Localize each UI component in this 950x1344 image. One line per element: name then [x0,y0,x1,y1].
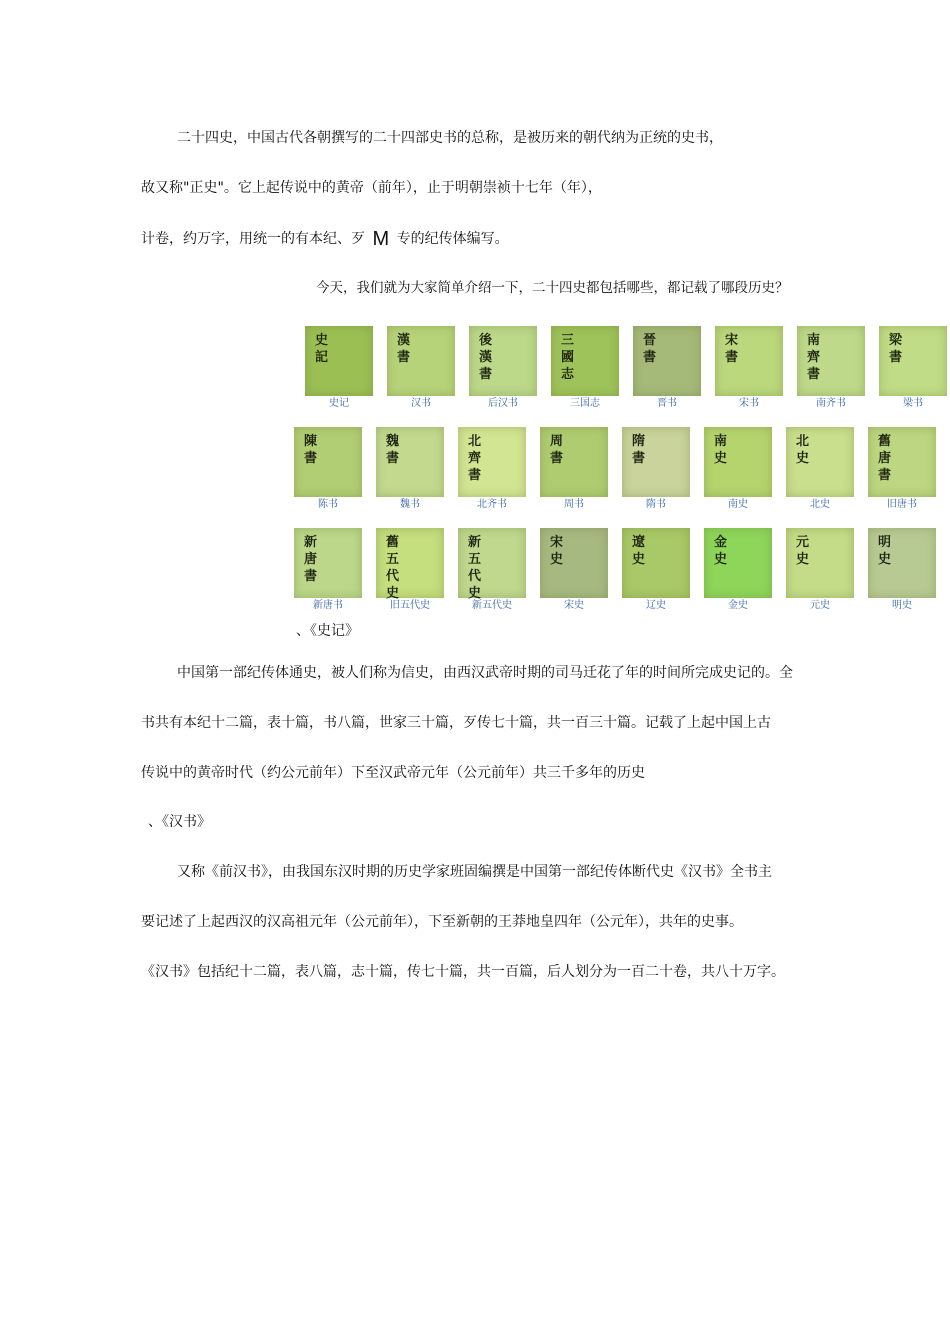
book-cover-image [540,427,608,497]
book-cover-label: 北齐书 [477,499,507,510]
book-cover-item [294,528,366,616]
book-cover-calligraphy: 晉書 [643,333,657,365]
book-cover-label: 宋史 [564,600,584,611]
book-cover-calligraphy: 魏書 [386,434,400,466]
book-cover-item [704,528,776,616]
book-cover-calligraphy: 梁書 [889,333,903,365]
book-cover-image [786,427,854,497]
book-cover-item [797,326,869,414]
book-cover-item [868,427,940,515]
book-cover-item [786,427,858,515]
shiji-line-2: 书共有本纪十二篇，表十篇，书八篇，世家三十篇，歹传七十篇，共一百三十篇。记载了上起中国上古 [141,715,771,731]
book-cover-item [387,326,459,414]
book-cover-image [376,528,444,601]
book-cover-image [458,528,526,601]
intro-line-3-start: 计卷，约万字，用统一的有本纪、歹 [141,231,365,247]
book-cover-calligraphy: 舊唐書 [878,434,892,483]
book-cover-item [704,427,776,515]
book-cover-item [469,326,541,414]
book-cover-item [305,326,377,414]
book-cover-grid [294,326,944,616]
book-cover-image [622,427,690,497]
book-cover-calligraphy: 北史 [796,434,810,466]
book-cover-item [868,528,940,616]
book-cover-image [458,427,526,497]
book-cover-calligraphy: 隋書 [632,434,646,466]
book-cover-image [305,326,373,396]
book-cover-image [786,528,854,598]
book-cover-label: 宋书 [739,398,759,409]
book-cover-label: 后汉书 [488,398,518,409]
book-cover-image [797,326,865,396]
book-cover-label: 陈书 [318,499,338,510]
book-cover-image [868,528,936,598]
hanshu-line-1: 又称《前汉书》，由我国东汉时期的历史学家班固编撰是中国第一部纪传体断代史《汉书》全书主 [177,864,772,880]
book-cover-label: 新五代史 [472,600,512,611]
intro-line-3-end: 专的纪传体编写。 [396,231,509,247]
book-cover-image [551,326,619,396]
book-cover-calligraphy: 漢書 [397,333,411,365]
book-cover-label: 汉书 [411,398,431,409]
book-cover-calligraphy: 新五代史 [468,535,482,601]
book-cover-image [633,326,701,396]
book-cover-image [540,528,608,598]
book-cover-label: 金史 [728,600,748,611]
book-cover-item [540,427,612,515]
book-cover-image [879,326,947,396]
book-cover-calligraphy: 史記 [315,333,329,365]
book-cover-label: 北史 [810,499,830,510]
book-cover-label: 隋书 [646,499,666,510]
book-cover-label: 三国志 [570,398,600,409]
book-cover-label: 元史 [810,600,830,611]
hanshu-line-3: 《汉书》包括纪十二篇，表八篇，志十篇，传七十篇，共一百篇，后人划分为一百二十卷，共八十万字。 [141,964,785,980]
book-cover-calligraphy: 遼史 [632,535,646,567]
book-cover-item [458,427,530,515]
book-cover-item [715,326,787,414]
book-cover-calligraphy: 南史 [714,434,728,466]
book-cover-calligraphy: 北齊書 [468,434,482,483]
book-cover-item [376,427,448,515]
book-cover-label: 旧唐书 [887,499,917,510]
book-cover-calligraphy: 陳書 [304,434,318,466]
book-cover-calligraphy: 舊五代史 [386,535,400,601]
book-cover-image [622,528,690,598]
book-cover-label: 周书 [564,499,584,510]
shiji-line-3: 传说中的黄帝时代（约公元前年）下至汉武帝元年（公元前年）共三千多年的历史 [141,765,645,781]
figure-caption: 今天，我们就为大家简单介绍一下，二十四史都包括哪些，都记载了哪段历史？ [316,280,789,296]
book-cover-calligraphy: 宋書 [725,333,739,365]
book-cover-calligraphy: 後漢書 [479,333,493,382]
book-cover-label: 明史 [892,600,912,611]
book-cover-item [551,326,623,414]
book-cover-item [458,528,530,616]
book-cover-calligraphy: 新唐書 [304,535,318,584]
book-cover-image [704,427,772,497]
book-cover-image [387,326,455,396]
book-cover-item [633,326,705,414]
intro-line-3 [141,230,509,248]
book-cover-image [469,326,537,396]
intro-line-2: 故又称"正史"。它上起传说中的黄帝（前年），止于明朝崇祯十七年（年）， [141,180,602,196]
book-cover-label: 辽史 [646,600,666,611]
book-cover-label: 新唐书 [313,600,343,611]
book-cover-label: 晋书 [657,398,677,409]
shiji-line-1: 中国第一部纪传体通史，被人们称为信史，由西汉武帝时期的司马迁花了年的时间所完成史记的。全 [177,665,793,681]
intro-line-1: 二十四史，中国古代各朝撰写的二十四部史书的总称，是被历来的朝代纳为正统的史书， [177,130,723,146]
book-cover-calligraphy: 金史 [714,535,728,567]
book-cover-calligraphy: 周書 [550,434,564,466]
hanshu-line-2: 要记述了上起西汉的汉高祖元年（公元前年），下至新朝的王莽地皇四年（公元年），共年的史事。 [141,914,743,930]
book-cover-image [715,326,783,396]
book-cover-item [622,528,694,616]
book-cover-label: 史记 [329,398,349,409]
book-cover-item [879,326,950,414]
intro-line-3-glyph: M [372,228,390,250]
book-cover-label: 南史 [728,499,748,510]
book-cover-calligraphy: 元史 [796,535,810,567]
book-cover-item [540,528,612,616]
book-cover-calligraphy: 宋史 [550,535,564,567]
book-cover-image [376,427,444,497]
section-heading-hanshu: 、《汉书》 [148,814,211,830]
book-cover-image [294,427,362,497]
book-cover-item [376,528,448,616]
book-cover-label: 南齐书 [816,398,846,409]
book-cover-item [622,427,694,515]
book-cover-calligraphy: 明史 [878,535,892,567]
book-cover-item [786,528,858,616]
book-cover-image [704,528,772,598]
book-cover-label: 梁书 [903,398,923,409]
book-cover-label: 魏书 [400,499,420,510]
book-cover-item [294,427,366,515]
section-heading-shiji: 、《史记》 [296,623,359,639]
book-cover-image [294,528,362,598]
book-cover-label: 旧五代史 [390,600,430,611]
book-cover-calligraphy: 南齊書 [807,333,821,382]
book-cover-image [868,427,936,497]
book-cover-calligraphy: 三國志 [561,333,575,382]
